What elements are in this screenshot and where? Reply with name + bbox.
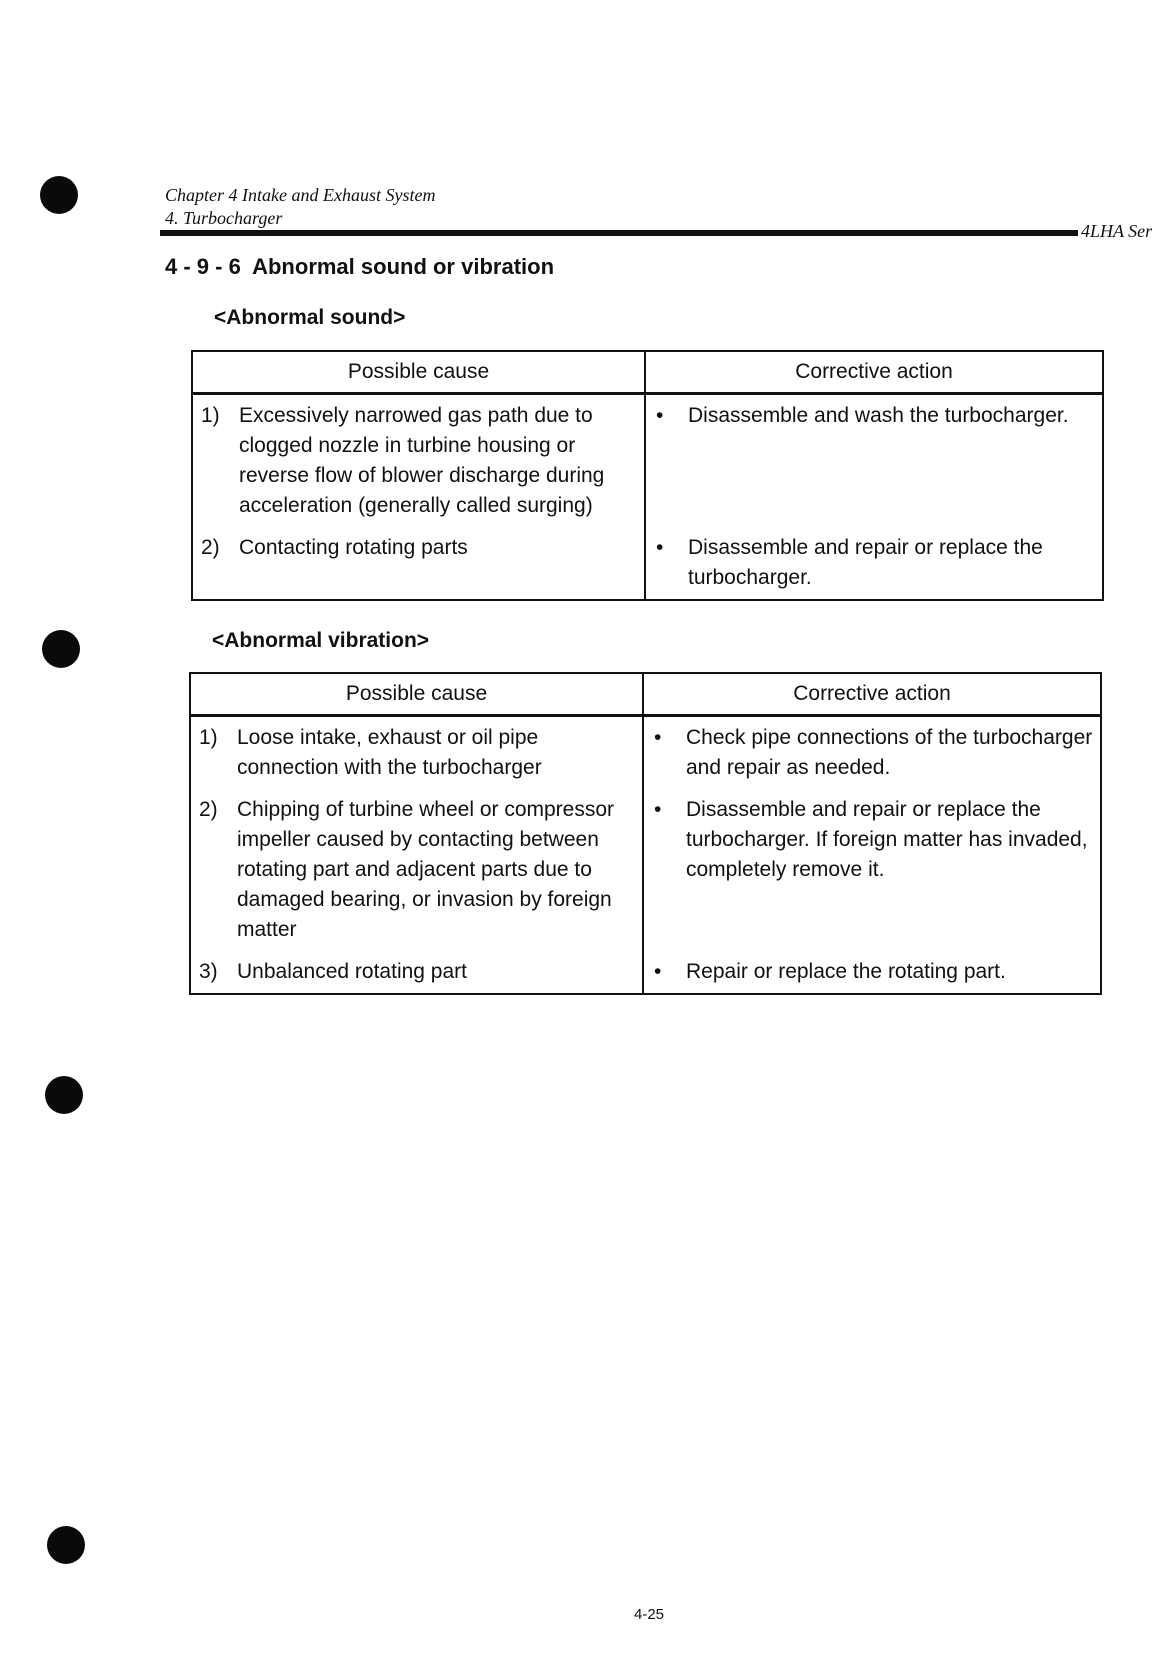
section-number: 4 - 9 - 6 bbox=[165, 254, 241, 279]
section-heading-text: Abnormal sound or vibration bbox=[252, 254, 555, 279]
running-header bbox=[165, 184, 435, 230]
row-number: 1) bbox=[199, 726, 218, 749]
header-rule bbox=[160, 230, 1078, 236]
vibration-subtitle: <Abnormal vibration> bbox=[212, 629, 430, 652]
sound-subtitle: <Abnormal sound> bbox=[214, 306, 406, 329]
chapter-title: Chapter 4 Intake and Exhaust System bbox=[165, 185, 436, 205]
action-text: Check pipe connections of the turbocharger and repair as needed. bbox=[686, 726, 1093, 779]
bullet: • bbox=[654, 798, 662, 821]
section-heading bbox=[165, 254, 554, 280]
bullet: • bbox=[654, 960, 662, 983]
row-number: 2) bbox=[201, 536, 220, 559]
action-text: Disassemble and repair or replace the turbocharger. If foreign matter has invaded, completely remove it. bbox=[686, 798, 1088, 881]
punch-hole bbox=[45, 1076, 83, 1114]
punch-hole bbox=[47, 1526, 85, 1564]
column-header-action: Corrective action bbox=[645, 351, 1103, 394]
table-header-row bbox=[190, 673, 1101, 716]
table-row bbox=[190, 716, 1101, 790]
row-number: 1) bbox=[201, 404, 220, 427]
row-number: 3) bbox=[199, 960, 218, 983]
cause-text: Excessively narrowed gas path due to clogged nozzle in turbine housing or reverse flow of blower discharge during acceleration (generally called surging) bbox=[239, 404, 605, 517]
table-row bbox=[190, 951, 1101, 994]
row-number: 2) bbox=[199, 798, 218, 821]
vibration-table bbox=[189, 672, 1102, 995]
cause-text: Contacting rotating parts bbox=[239, 536, 468, 559]
sound-table bbox=[191, 350, 1104, 601]
cause-text: Chipping of turbine wheel or compressor impeller caused by contacting between rotating part and adjacent parts due to damaged bearing, or invasion by foreign matter bbox=[237, 798, 615, 941]
punch-hole bbox=[40, 176, 78, 214]
cause-text: Unbalanced rotating part bbox=[237, 960, 467, 983]
cause-text: Loose intake, exhaust or oil pipe connection with the turbocharger bbox=[237, 726, 542, 779]
punch-hole bbox=[42, 630, 80, 668]
action-text: Repair or replace the rotating part. bbox=[686, 960, 1006, 983]
table-row bbox=[190, 789, 1101, 951]
table-header-row bbox=[192, 351, 1103, 394]
column-header-action: Corrective action bbox=[643, 673, 1101, 716]
bullet: • bbox=[656, 536, 664, 559]
action-text: Disassemble and repair or replace the turbocharger. bbox=[688, 536, 1043, 589]
bullet: • bbox=[654, 726, 662, 749]
page-number: 4-25 bbox=[634, 1606, 665, 1623]
column-header-cause: Possible cause bbox=[190, 673, 643, 716]
series-label: 4LHA Ser bbox=[1081, 221, 1153, 241]
column-header-cause: Possible cause bbox=[192, 351, 645, 394]
table-row bbox=[192, 394, 1103, 528]
section-subtitle: 4. Turbocharger bbox=[165, 208, 283, 228]
table-row bbox=[192, 527, 1103, 600]
bullet: • bbox=[656, 404, 664, 427]
action-text: Disassemble and wash the turbocharger. bbox=[688, 404, 1069, 427]
